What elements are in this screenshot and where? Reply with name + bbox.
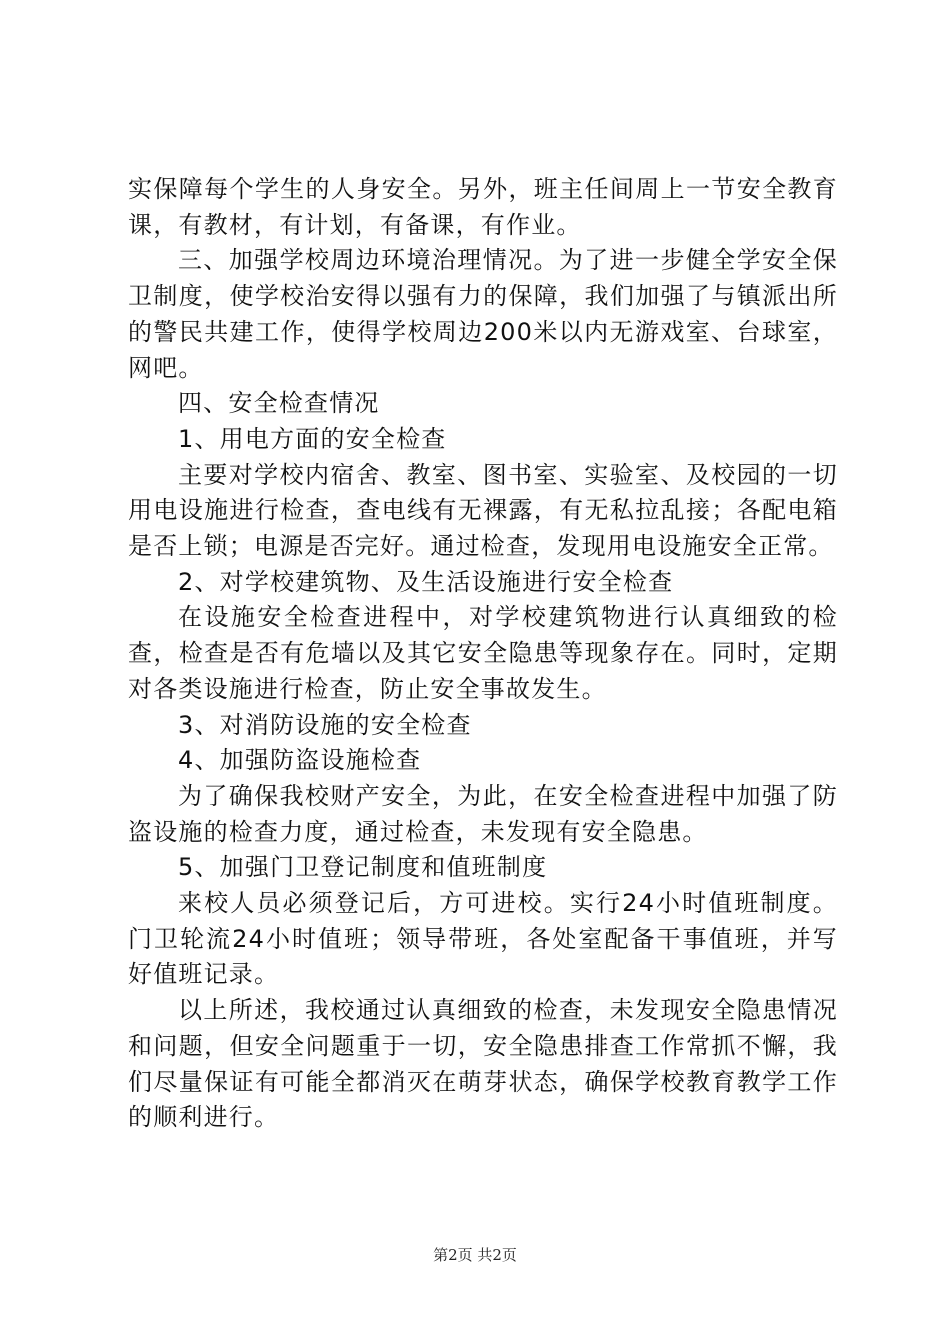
paragraph: 以上所述，我校通过认真细致的检查，未发现安全隐患情况和问题，但安全问题重于一切，安全隐患排查工作常抓不懈，我们尽量保证有可能全都消灭在萌芽状态，确保学校教育教学工作的顺利进行。 <box>128 996 838 1132</box>
section-heading: 四、安全检查情况 <box>178 389 380 418</box>
document-body <box>128 172 838 1136</box>
page-number-footer: 第2页 共2页 <box>433 1246 517 1264</box>
paragraph: 实保障每个学生的人身安全。另外，班主任间周上一节安全教育课，有教材，有计划，有备课，有作业。 <box>128 175 838 239</box>
paragraph: 来校人员必须登记后，方可进校。实行24小时值班制度。门卫轮流24小时值班；领导带班，各处室配备干事值班，并写好值班记录。 <box>128 889 838 989</box>
subsection-heading: 2、对学校建筑物、及生活设施进行安全检查 <box>178 567 674 596</box>
subsection-heading: 1、用电方面的安全检查 <box>178 424 447 453</box>
paragraph: 在设施安全检查进程中，对学校建筑物进行认真细致的检查，检查是否有危墙以及其它安全隐患等现象存在。同时，定期对各类设施进行检查，防止安全事故发生。 <box>128 603 838 703</box>
paragraph: 为了确保我校财产安全，为此，在安全检查进程中加强了防盗设施的检查力度，通过检查，未发现有安全隐患。 <box>128 781 838 846</box>
subsection-heading: 4、加强防盗设施检查 <box>178 746 422 775</box>
paragraph: 三、加强学校周边环境治理情况。为了进一步健全学安全保卫制度，使学校治安得以强有力的保障，我们加强了与镇派出所的警民共建工作，使得学校周边200米以内无游戏室、台球室，网吧。 <box>128 246 838 382</box>
subsection-heading: 5、加强门卫登记制度和值班制度 <box>178 853 548 882</box>
subsection-heading: 3、对消防设施的安全检查 <box>178 710 472 739</box>
paragraph: 主要对学校内宿舍、教室、图书室、实验室、及校园的一切用电设施进行检查，查电线有无裸露，有无私拉乱接；各配电箱是否上锁；电源是否完好。通过检查，发现用电设施安全正常。 <box>128 460 838 561</box>
